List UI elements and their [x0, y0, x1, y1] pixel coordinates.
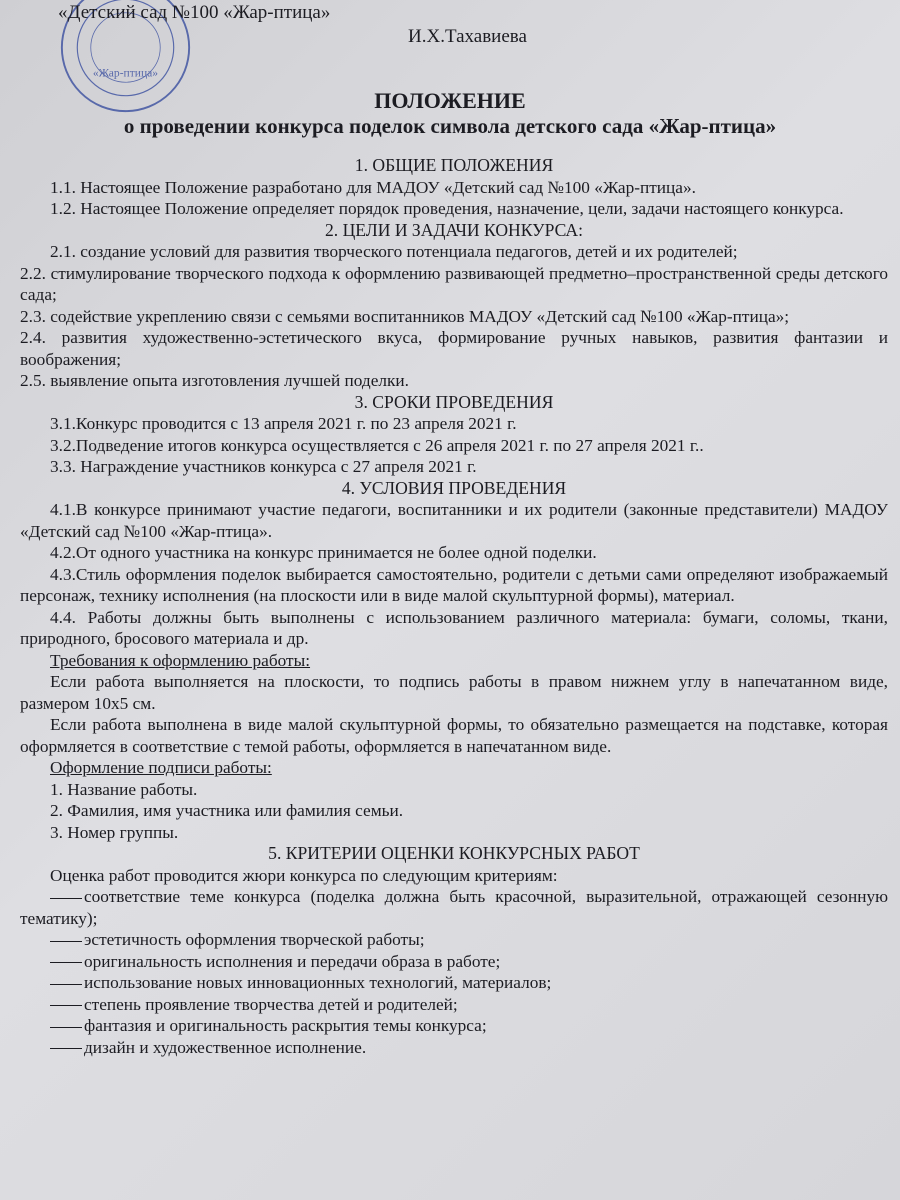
paragraph: 1.2. Настоящее Положение определяет порядок проведения, назначение, цели, задачи настоящего конкурса. — [50, 199, 844, 218]
paragraph: Если работа выполнена в виде малой скульптурной формы, то обязательно размещается на подставке, которая оформляется в соответствие с темой работы, оформляется в напечатанном виде. — [20, 715, 888, 756]
criteria-item: степень проявление творчества детей и родителей; — [84, 994, 458, 1014]
criteria-item: фантазия и оригинальность раскрытия темы конкурса; — [84, 1016, 487, 1035]
list-item: 2. Фамилия, имя участника или фамилия семьи. — [50, 801, 404, 820]
paragraph: Оценка работ проводится жюри конкурса по следующим критериям: — [50, 865, 558, 885]
list-item: 1. Название работы. — [50, 779, 198, 799]
paragraph: Если работа выполняется на плоскости, то подпись работы в правом нижнем углу в напечатанном виде, размером 10х5 см. — [20, 672, 888, 713]
list-item: 4.4. Работы должны быть выполнены с использованием различного материала: бумаги, соломы, ткани, природного, бросового материала и др. — [20, 607, 888, 648]
criteria-item: оригинальность исполнения и передачи образа в работе; — [84, 951, 501, 971]
header-organization: «Детский сад №100 «Жар-птица» — [58, 2, 331, 23]
section-1-heading: 1. ОБЩИЕ ПОЛОЖЕНИЯ — [354, 155, 554, 175]
section-3-heading: 3. СРОКИ ПРОВЕДЕНИЯ — [354, 391, 554, 412]
list-item: 3. Номер группы. — [50, 822, 179, 842]
section-2-heading: 2. ЦЕЛИ И ЗАДАЧИ КОНКУРСА: — [324, 219, 584, 240]
document-body — [20, 155, 888, 1058]
header-signer: И.Х.Тахавиева — [408, 26, 527, 47]
list-item: 4.3.Стиль оформления поделок выбирается самостоятельно, родители с детьми сами определяют изображаемый персонаж, технику исполнения (на плоскости или в виде малой скульптурной формы), материал. — [20, 564, 888, 605]
list-item: 2.3. содействие укреплению связи с семьями воспитанников МАДОУ «Детский сад №100 «Жар-птица»; — [20, 306, 790, 326]
paragraph: 1.1. Настоящее Положение разработано для МАДОУ «Детский сад №100 «Жар-птица». — [50, 177, 696, 197]
criteria-item: дизайн и художественное исполнение. — [84, 1037, 367, 1057]
stamp-text: «Жар-птица» — [92, 66, 159, 80]
criteria-item: использование новых инновационных технологий, материалов; — [84, 973, 552, 992]
list-item: 2.2. стимулирование творческого подхода к оформлению развивающей предметно–пространственной среды детского сада; — [20, 263, 888, 304]
list-item: 4.2.От одного участника на конкурс принимается не более одной поделки. — [50, 543, 597, 562]
list-item: 3.3. Награждение участников конкурса с 27 апреля 2021 г. — [50, 457, 477, 476]
list-item: 2.4. развития художественно-эстетического вкуса, формирование ручных навыков, развития фантазии и воображения; — [20, 328, 888, 369]
list-item: 3.1.Конкурс проводится с 13 апреля 2021 г. по 23 апреля 2021 г. — [50, 414, 517, 433]
list-item: 4.1.В конкурсе принимают участие педагоги, воспитанники и их родители (законные представители) МАДОУ «Детский сад №100 «Жар-птица». — [20, 500, 888, 541]
document-subtitle: о проведении конкурса поделок символа детского сада «Жар-птица» — [123, 114, 777, 138]
criteria-item: соответствие теме конкурса (поделка должна быть красочной, выразительной, отражающей сезонную тематику); — [20, 887, 888, 928]
list-item: 3.2.Подведение итогов конкурса осуществляется с 26 апреля 2021 г. по 27 апреля 2021 г.. — [50, 435, 704, 455]
document-title: ПОЛОЖЕНИЕ — [374, 88, 526, 113]
criteria-item: эстетичность оформления творческой работы; — [84, 930, 425, 949]
requirements-heading: Требования к оформлению работы: — [50, 650, 311, 670]
section-5-heading: 5. КРИТЕРИИ ОЦЕНКИ КОНКУРСНЫХ РАБОТ — [268, 843, 640, 863]
list-item: 2.1. создание условий для развития творческого потенциала педагогов, детей и их родителей; — [50, 242, 738, 261]
section-4-heading: 4. УСЛОВИЯ ПРОВЕДЕНИЯ — [341, 477, 567, 498]
signature-heading: Оформление подписи работы: — [50, 758, 272, 777]
list-item: 2.5. выявление опыта изготовления лучшей поделки. — [20, 371, 409, 390]
